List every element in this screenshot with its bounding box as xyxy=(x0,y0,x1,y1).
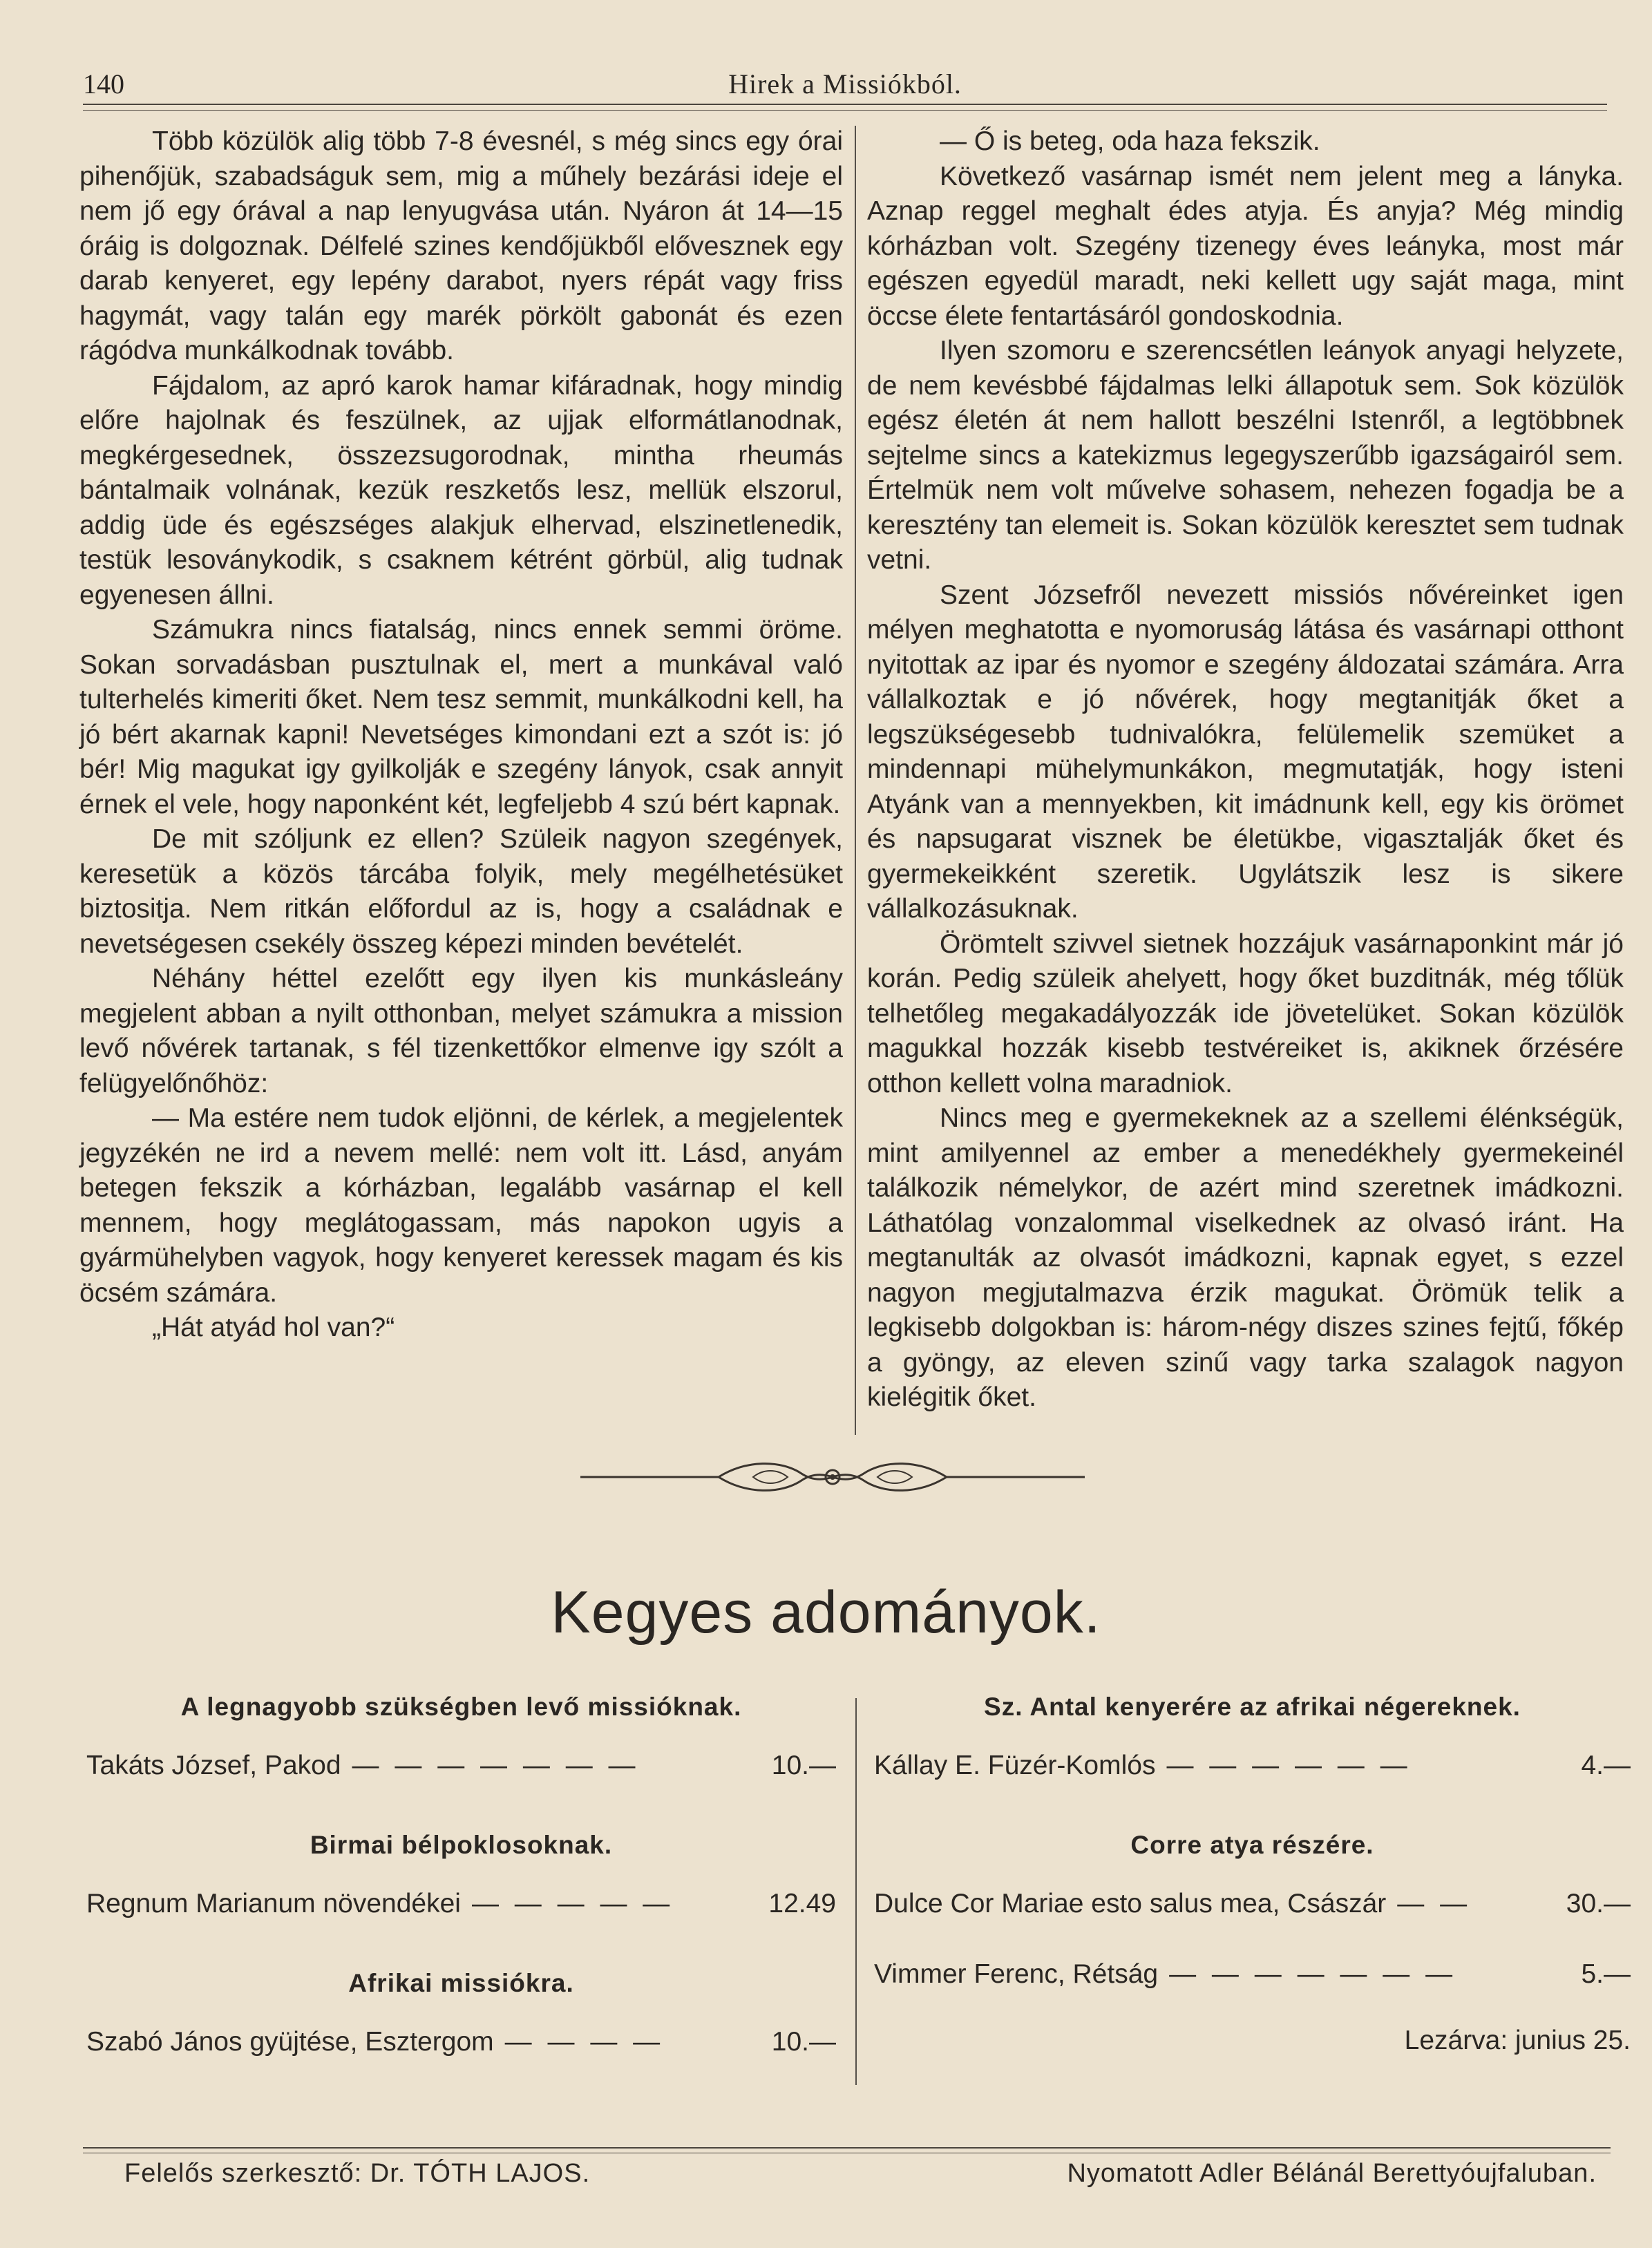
paragraph: „Hát atyád hol van?“ xyxy=(152,1313,395,1342)
paragraph: Szent Józsefről nevezett missiós nővéreinket igen mélyen meghatotta e nyomoruság látása és vasárnapi otthont nyitottak az ipar és nyomor e szegény áldozatai számára. Arra vállalkoztak e jó nővérek, hogy megtanitják őket a legszükségesebb tudnivalókra, felülemelik szemüket a mindennapi mühelymunkákon, megmutatják, hogy isteni Atyánk van a mennyekben, kit imádnunk kell, egy kis örömet és napsugarat visznek be életükbe, vigasztalják őket és gyermekeikként szeretik. Ugylátszik lesz is sikere vállalkozásuknak. xyxy=(867,580,1624,924)
donor-name: Vimmer Ferenc, Rétság xyxy=(874,1959,1159,1989)
donation-amount: 12.49 xyxy=(768,1889,836,1918)
donor-name: Dulce Cor Mariae esto salus mea, Császár xyxy=(874,1889,1387,1918)
donations-right xyxy=(874,1693,1631,2056)
printer-credit: Nyomatott Adler Bélánál Berettyóujfaluban. xyxy=(1067,2159,1597,2188)
leader-dashes: — — — — — — xyxy=(1166,1751,1412,1780)
donations-title: Kegyes adományok. xyxy=(551,1579,1101,1646)
paragraph: Nincs meg e gyermekeknek az a szellemi élénkségük, mint amilyennel az ember a menedékhely gyermekeinél találkozik némelykor, de azért mind szeretnek imádkozni. Láthatólag vonzalommal viselkednek az olvasó iránt. Ha megtanulták az olvasót imádkozni, kapnak egyet, s ezzel nagyon megjutalmazva érzik magukat. Örömük telik a legkisebb dolgokban is: három-négy diszes szines fejtű, főkép a gyöngy, az eleven szinű vagy tarka szalagok nagyon kielégitik őket. xyxy=(867,1103,1624,1412)
paragraph: — Ma estére nem tudok eljönni, de kérlek, a megjelentek jegyzékén ne ird a nevem mellé: nem volt itt. Lásd, anyám betegen fekszik a kórházban, legalább vasárnap el kell mennem, hogy meglátogassam, más napokon ugyis a gyármühelyben vagyok, hogy kenyeret keressek magam és kis öcsém számára. xyxy=(79,1103,843,1308)
editor-credit: Felelős szerkesztő: Dr. TÓTH LAJOS. xyxy=(124,2159,591,2188)
donation-entry xyxy=(874,1959,1631,1990)
donation-heading: Sz. Antal kenyerére az afrikai négereknek. xyxy=(984,1693,1521,1721)
donations-left xyxy=(86,1693,836,2057)
footer-rule xyxy=(83,2147,1611,2153)
donation-entry xyxy=(86,1751,836,1781)
donation-amount: 4.— xyxy=(1581,1751,1631,1780)
donation-heading: A legnagyobb szükségben levő missióknak. xyxy=(180,1693,742,1721)
paragraph: Örömtelt szivvel sietnek hozzájuk vasárnaponkint már jó korán. Pedig szüleik ahelyett, hogy őket buzditnák, még tőlük telhetőleg megakadályozzák ide jövetelüket. Sokan közülök magukkal hozzák kisebb testvéreiket is, akiknek őrzésére otthon kellett volna maradniok. xyxy=(867,928,1624,1098)
paragraph: Következő vasárnap ismét nem jelent meg a lányka. Aznap reggel meghalt édes atyja. És anyja? Még mindig kórházban volt. Szegény tizenegy éves leányka, most már egészen egyedül maradt, neki kellett ugy saját maga, mint öccse élete fentartásáról gondoskodnia. xyxy=(867,161,1624,331)
paragraph: Több közülök alig több 7-8 évesnél, s még sincs egy órai pihenőjük, szabadságuk sem, mig a műhely bezárási ideje el nem jő egy órával a nap lenyugvása után. Nyáron át 14—15 óráig is dolgoznak. Délfelé szines kendőjükből elővesznek egy darab kenyeret, egy lepény darabot, nyers répát vagy friss hagymát, vagy talán egy marék pörkölt gabonát és ezen rágódva munkálkodnak tovább. xyxy=(79,126,843,365)
right-column xyxy=(867,124,1624,1416)
donation-heading: Birmai bélpoklosoknak. xyxy=(310,1831,613,1859)
paragraph: Ilyen szomoru e szerencsétlen leányok anyagi helyzete, de nem kevésbbé fájdalmas lelki állapotuk sem. Sok közülök egész életén át nem hallott beszélni Istenről, a legtöbbnek sejtelme sincs a katekizmus legegyszerűbb igazságairól sem. Értelmük nem volt művelve sohasem, nehezen fogadja be a keresztény tan elemeit is. Sokan közülök keresztet sem tudnak vetni. xyxy=(867,336,1624,575)
donor-name: Szabó János gyüjtése, Esztergom xyxy=(86,2027,494,2057)
donation-heading: Corre atya részére. xyxy=(1130,1831,1374,1859)
donor-name: Takáts József, Pakod xyxy=(86,1751,341,1780)
paragraph: Fájdalom, az apró karok hamar kifáradnak, hogy mindig előre hajolnak és feszülnek, az ujjak elformátlanodnak, megkérgesednek, összezsugorodnak, mintha rheumás bántalmaik volnának, kezük reszketős lesz, mellük elszorul, addig üde és egészséges alakjuk elhervad, elszinetlenedik, testük lesoványkodik, s csaknem kétrént görbül, alig tudnak egyenesen állni. xyxy=(79,370,843,610)
running-title: Hirek a Missiókból. xyxy=(728,68,962,99)
donation-amount: 30.— xyxy=(1566,1889,1631,1918)
paragraph: Számukra nincs fiatalság, nincs ennek semmi öröme. Sokan sorvadásban pusztulnak el, mert a munkával való tulterhelés kimeriti őket. Nem tesz semmit, munkálkodni kell, ha jó bért akarnak kapni! Nevetséges kimondani ezt a szót is: jó bér! Mig magukat igy gyilkolják e szegény lányok, csak annyit érnek el vele, hogy naponként két, legfeljebb 4 szú bért kapnak. xyxy=(79,615,843,819)
leader-dashes: — — xyxy=(1397,1889,1472,1918)
leader-dashes: — — — — — xyxy=(471,1889,674,1918)
donation-entry xyxy=(86,1889,836,1919)
closing-date: Lezárva: junius 25. xyxy=(1404,2026,1631,2055)
page-number: 140 xyxy=(83,68,124,99)
paragraph: Néhány héttel ezelőtt egy ilyen kis munkásleány megjelent abban a nyilt otthonban, melyet számukra a mission levő nővérek tartanak, s fél tizenkettőkor elmenve igy szólt a felügyelőnőhöz: xyxy=(79,964,843,1098)
donation-entry xyxy=(874,1751,1631,1781)
donor-name: Kállay E. Füzér-Komlós xyxy=(874,1751,1156,1780)
page-header xyxy=(83,68,1607,109)
donations-divider xyxy=(855,1698,857,2085)
leader-dashes: — — — — xyxy=(504,2027,665,2057)
donation-entry xyxy=(86,2027,836,2057)
leader-dashes: — — — — — — — xyxy=(352,1751,640,1780)
donation-heading: Afrikai missiókra. xyxy=(348,1969,574,1997)
donation-entry xyxy=(874,1889,1631,1919)
left-column xyxy=(79,124,843,1346)
donation-amount: 5.— xyxy=(1581,1959,1631,1989)
header-rule xyxy=(83,104,1607,111)
leader-dashes: — — — — — — — xyxy=(1169,1959,1457,1989)
paragraph: — Ő is beteg, oda haza fekszik. xyxy=(940,126,1320,156)
donation-amount: 10.— xyxy=(771,2027,836,2057)
paragraph: De mit szóljunk ez ellen? Szüleik nagyon szegények, keresetük a közös tárcába folyik, mely megélhetésüket biztositja. Nem ritkán előfordul az is, hogy a családnak e nevetségesen csekély összeg képezi minden bevételét. xyxy=(79,824,843,959)
ornament-flourish xyxy=(580,1456,1085,1498)
donation-amount: 10.— xyxy=(771,1751,836,1780)
donor-name: Regnum Marianum növendékei xyxy=(86,1889,461,1918)
column-divider xyxy=(855,126,856,1435)
